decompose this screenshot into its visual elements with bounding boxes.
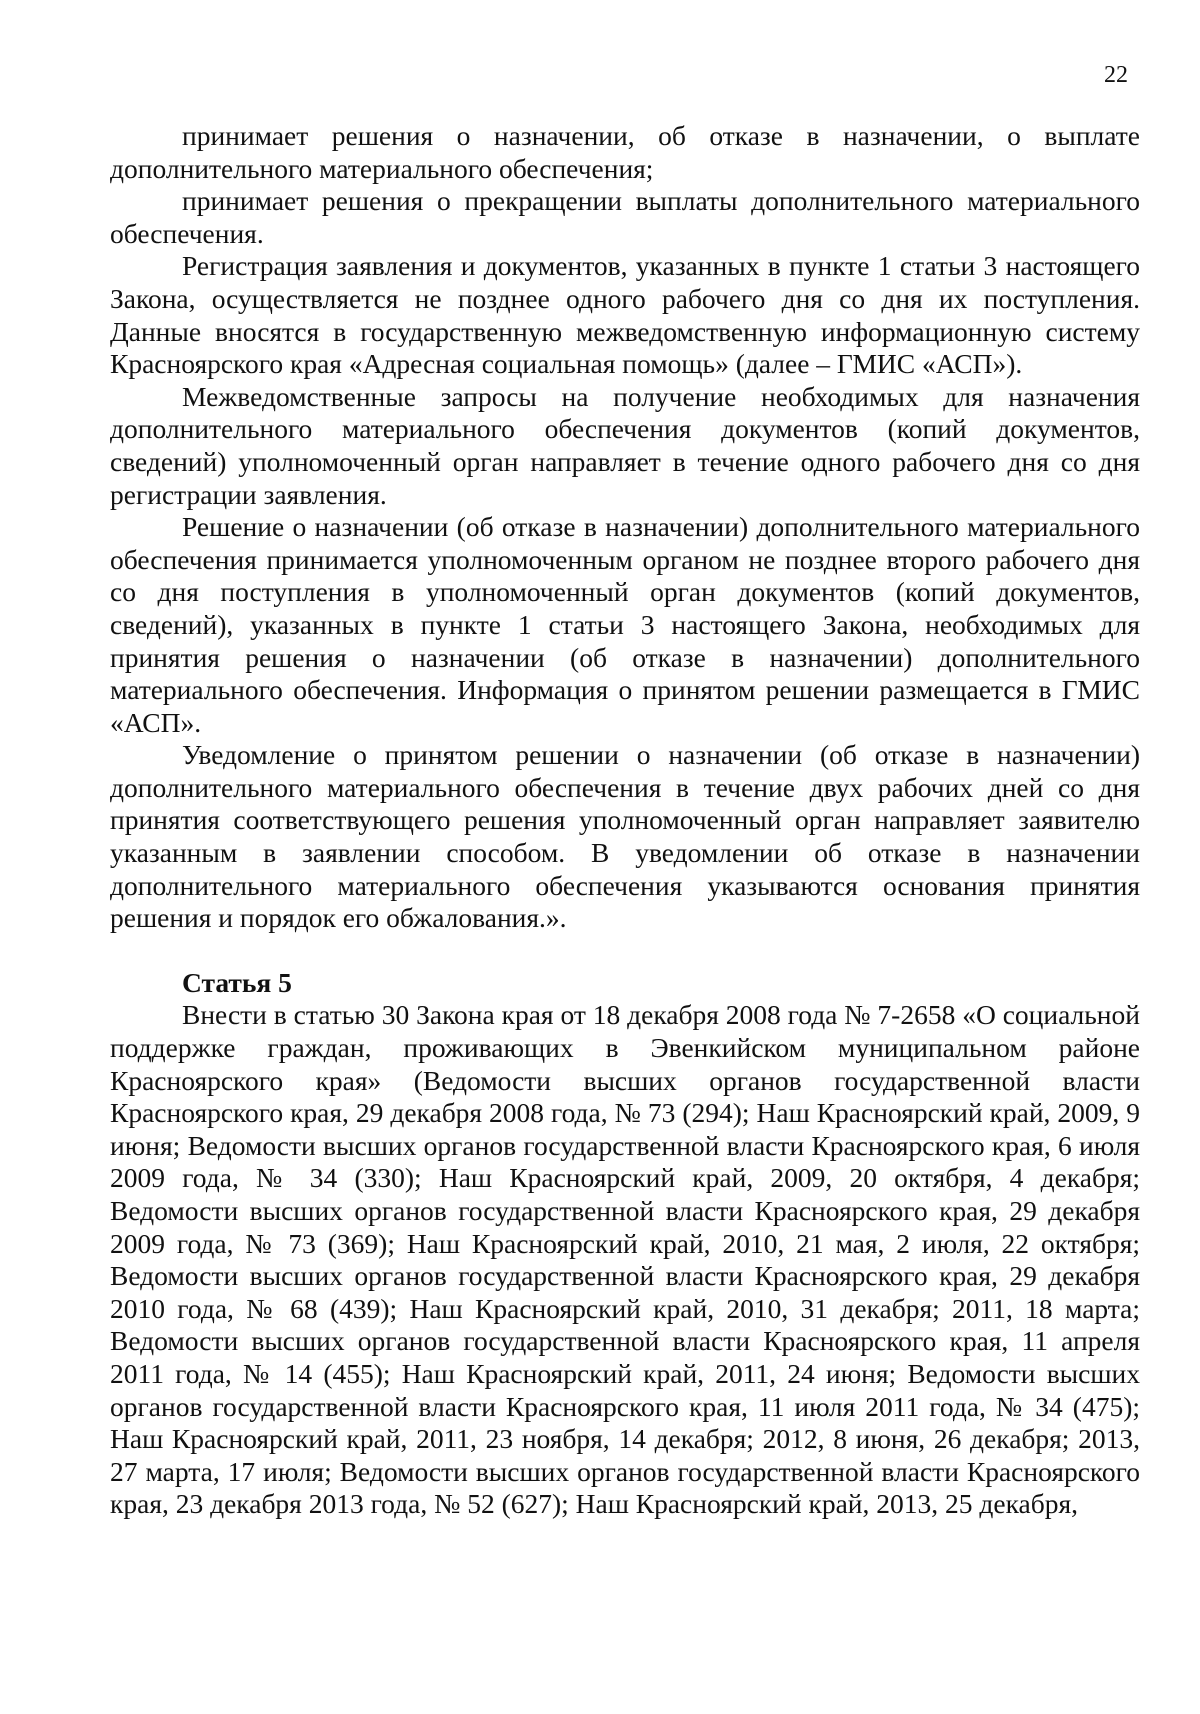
article-text: Внести в статью 30 Закона края от 18 декабря 2008 года № 7-2658 «О социальной поддержке граждан, проживающих в Эвенкийском муниципальном районе Красноярского края» (Ведомости высших органов государственной власти Красноярского края, 29 декабря 2008 года, № 73 (294); Наш Красноярский край, 2009, 9 июня; Ведомости высших органов государственной власти Красноярского края, 6 июля 2009 года, № 34 (330); Наш Красноярский край, 2009, 20 октября, 4 декабря; Ведомости высших органов государственной власти Красноярского края, 29 декабря 2009 года, № 73 (369); Наш Красноярский край, 2010, 21 мая, 2 июля, 22 октября; Ведомости высших органов государственной власти Красноярского края, 29 декабря 2010 года, № 68 (439); Наш Красноярский край, 2010, 31 декабря; 2011, 18 марта; Ведомости высших органов государственной власти Красноярского края, 11 апреля 2011 года, № 14 (455); Наш Красноярский край, 2011, 24 июня; Ведомости высших органов государственной власти Красноярского края, 11 июля 2011 года, № 34 (475); Наш Красноярский край, 2011, 23 ноября, 14 декабря; 2012, 8 июня, 26 декабря; 2013, 27 марта, 17 июля; Ведомости высших органов государственной власти Красноярского края, 23 декабря 2013 года, № 52 (627); Наш Красноярский край, 2013, 25 декабря, [110, 999, 1140, 1520]
paragraph-decisions-termination: принимает решения о прекращении выплаты дополнительного материального обеспечения. [110, 185, 1140, 249]
paragraph-registration: Регистрация заявления и документов, указанных в пункте 1 статьи 3 настоящего Закона, осуществляется не позднее одного рабочего дня со дня их поступления. Данные вносятся в государственную межведомственную информационную систему Красноярского края «Адресная социальная помощь» (далее – ГМИС «АСП»). [110, 250, 1140, 380]
paragraph-notification: Уведомление о принятом решении о назначении (об отказе в назначении) дополнительного материального обеспечения в течение двух рабочих дней со дня принятия соответствующего решения уполномоченный орган направляет заявителю указанным в заявлении способом. В уведомлении об отказе в назначении дополнительного материального обеспечения указываются основания принятия решения и порядок его обжалования.». [110, 739, 1140, 934]
section-spacer [110, 935, 1140, 967]
document-body [110, 120, 1140, 1521]
paragraph-decisions-payment: принимает решения о назначении, об отказе в назначении, о выплате дополнительного материального обеспечения; [110, 120, 1140, 184]
paragraph-interagency-requests: Межведомственные запросы на получение необходимых для назначения дополнительного материального обеспечения документов (копий документов, сведений) уполномоченный орган направляет в течение одного рабочего дня со дня регистрации заявления. [110, 380, 1140, 510]
page-number: 22 [1104, 62, 1128, 88]
paragraph-decision-deadline: Решение о назначении (об отказе в назначении) дополнительного материального обеспечения принимается уполномоченным органом не позднее второго рабочего дня со дня поступления в уполномоченный орган документов (копий документов, сведений), указанных в пункте 1 статьи 3 настоящего Закона, необходимых для принятия решения о назначении (об отказе в назначении) дополнительного материального обеспечения. Информация о принятом решении размещается в ГМИС «АСП». [110, 511, 1140, 738]
article-heading: Статья 5 [182, 966, 292, 998]
